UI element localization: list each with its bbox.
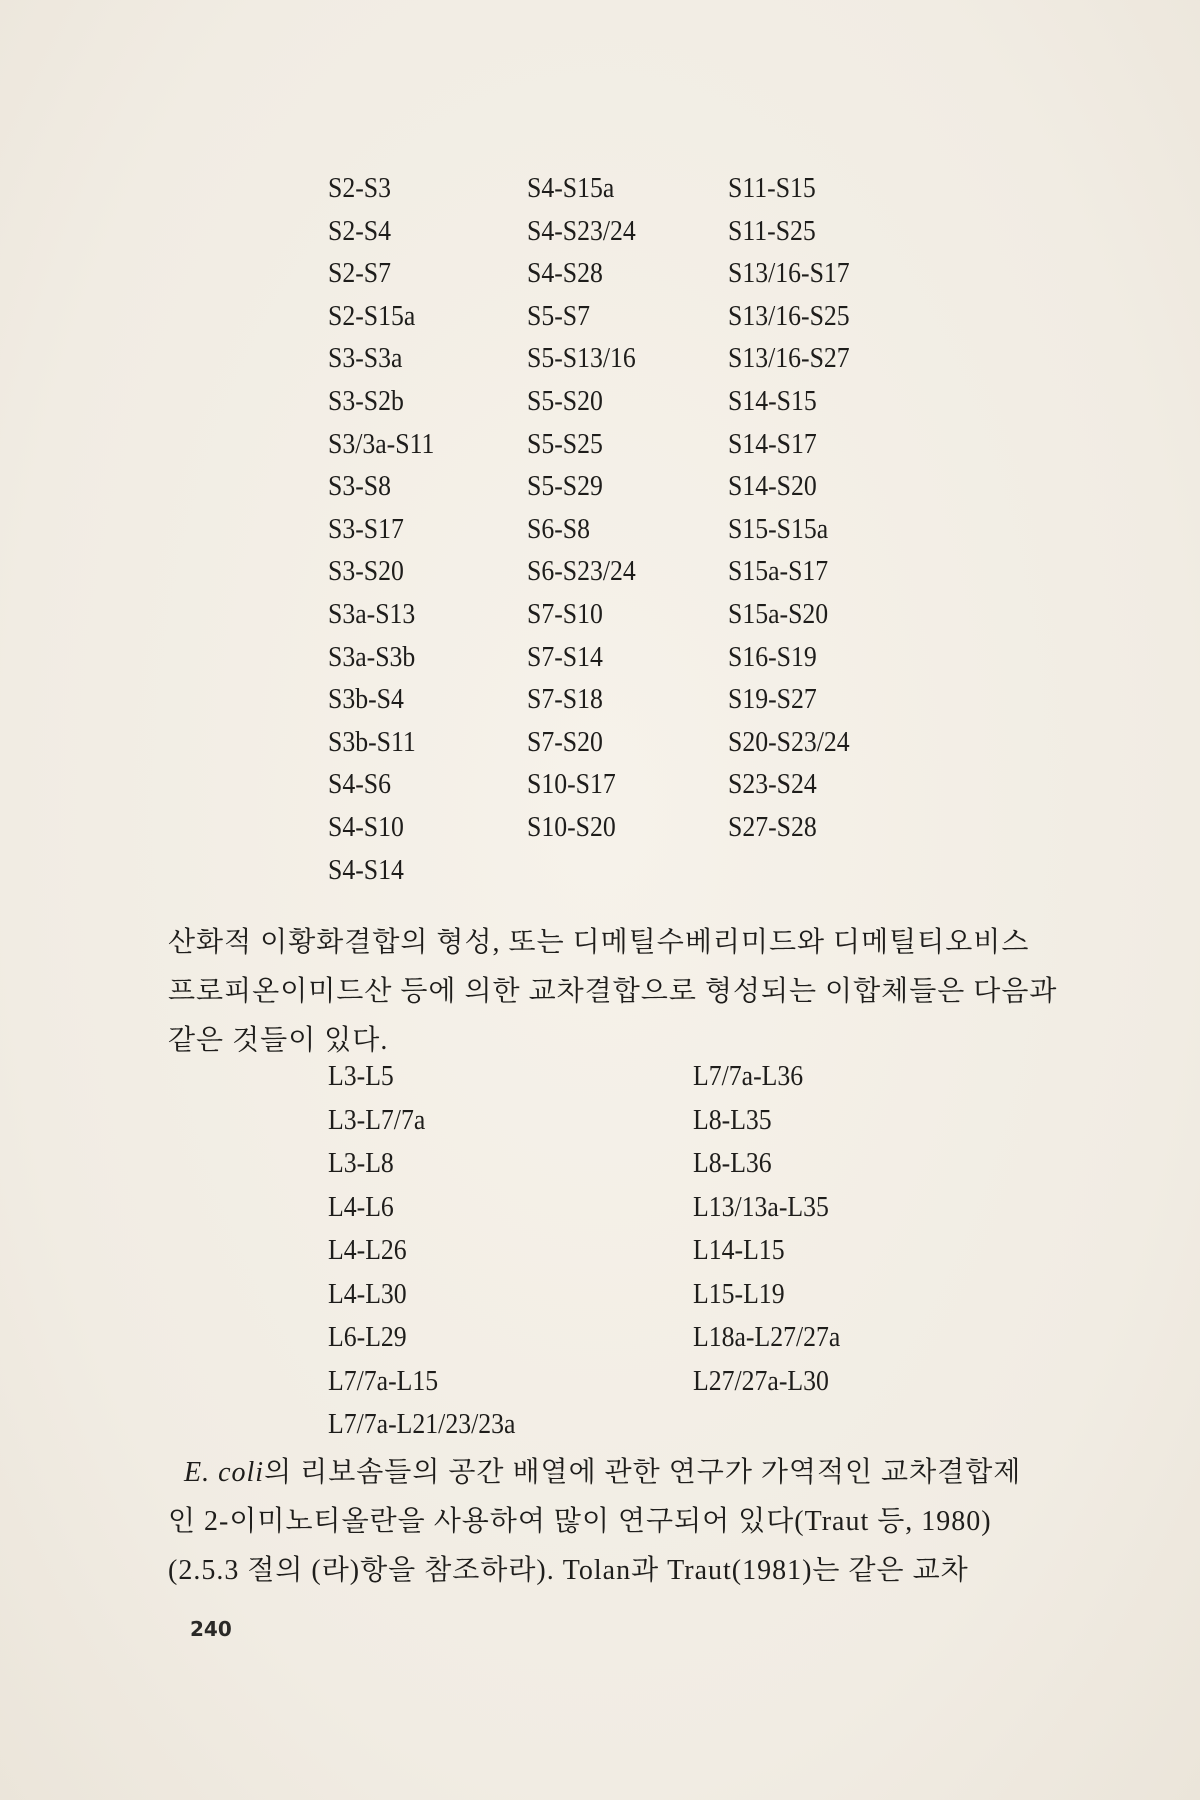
paragraph-line: 인 2-이미노티올란을 사용하여 많이 연구되어 있다(Traut 등, 1980) (168, 1506, 992, 1537)
l-pair-item: L8-L35 (693, 1104, 772, 1136)
s-pair-item: S2-S15a (328, 300, 416, 332)
s-pair-item: S14-S15 (728, 385, 817, 417)
s-pair-item: S7-S10 (527, 598, 603, 630)
s-pairs-column-3 (728, 168, 860, 850)
s-pair-item: S7-S18 (527, 684, 603, 716)
paragraph-text: 의 리보솜들의 공간 배열에 관한 연구가 가역적인 교차결합제 (264, 1457, 1022, 1488)
organism-name: E. coli (184, 1457, 265, 1488)
s-pair-item: S7-S14 (527, 641, 603, 673)
l-pair-item: L15-L19 (693, 1278, 785, 1310)
s-pair-item: S16-S19 (728, 641, 817, 673)
s-pair-item: S5-S20 (527, 385, 603, 417)
l-pair-item: L8-L36 (693, 1148, 772, 1179)
l-pair-item: L18a-L27/27a (693, 1322, 841, 1353)
s-pair-item: S2-S7 (328, 258, 391, 290)
l-pair-item: L3-L5 (328, 1061, 394, 1092)
s-pair-item: S4-S23/24 (527, 215, 636, 247)
s-pair-item: S19-S27 (728, 684, 817, 716)
s-pair-item: S3-S17 (328, 513, 404, 545)
s-pair-item: S2-S3 (328, 173, 391, 204)
s-pair-item: S3a-S3b (328, 641, 416, 673)
s-pair-item: S5-S25 (527, 428, 603, 460)
l-pair-item: L7/7a-L36 (693, 1061, 804, 1092)
s-pair-item: S4-S28 (527, 258, 603, 290)
s-pair-item: S3b-S4 (328, 684, 404, 716)
s-pair-item: S27-S28 (728, 811, 817, 843)
l-pair-item: L13/13a-L35 (693, 1191, 829, 1223)
s-pair-item: S15a-S20 (728, 598, 829, 630)
s-pair-item: S7-S20 (527, 726, 603, 758)
l-pair-item: L6-L29 (328, 1322, 407, 1353)
paragraph-line: 프로피온이미드산 등에 의한 교차결합으로 형성되는 이합체들은 다음과 (168, 976, 1058, 1007)
l-pair-item: L14-L15 (693, 1235, 785, 1266)
s-pair-item: S13/16-S27 (728, 343, 850, 375)
l-pair-item: L7/7a-L21/23/23a (328, 1409, 516, 1440)
paragraph-line: (2.5.3 절의 (라)항을 참조하라). Tolan과 Traut(1981)는 같은 교차 (168, 1555, 969, 1586)
s-pair-item: S4-S15a (527, 173, 615, 204)
s-pair-item: S11-S15 (728, 173, 816, 204)
s-pair-item: S13/16-S17 (728, 258, 850, 290)
s-pair-item: S3b-S11 (328, 726, 416, 758)
s-pair-item: S20-S23/24 (728, 726, 850, 758)
l-pair-item: L4-L30 (328, 1278, 407, 1310)
s-pair-item: S4-S14 (328, 854, 404, 886)
s-pair-item: S4-S6 (328, 769, 391, 801)
l-pairs-column-2 (693, 1055, 853, 1403)
l-pair-item: L3-L7/7a (328, 1104, 426, 1136)
paragraph-line: 산화적 이황화결합의 형성, 또는 디메틸수베리미드와 디메틸티오비스 (168, 927, 1030, 958)
s-pair-item: S3/3a-S11 (328, 428, 435, 460)
s-pair-item: S11-S25 (728, 215, 816, 247)
s-pair-item: S13/16-S25 (728, 300, 850, 332)
s-pair-item: S3-S2b (328, 385, 404, 417)
l-pair-item: L7/7a-L15 (328, 1365, 439, 1397)
s-pairs-column-1 (328, 168, 444, 892)
s-pair-item: S2-S4 (328, 215, 391, 247)
page-number: 240 (190, 1617, 232, 1641)
l-pair-item: L4-L6 (328, 1191, 394, 1223)
s-pair-item: S5-S29 (527, 471, 603, 503)
s-pair-item: S3-S8 (328, 471, 391, 503)
s-pair-item: S6-S8 (527, 513, 590, 545)
s-pair-item: S23-S24 (728, 769, 817, 801)
paragraph-line: 같은 것들이 있다. (168, 1025, 389, 1056)
s-pair-item: S3-S3a (328, 343, 403, 375)
s-pair-item: S15-S15a (728, 513, 829, 545)
s-pair-item: S10-S20 (527, 811, 616, 843)
ribosome-study-paragraph (168, 1448, 1048, 1595)
s-pair-item: S4-S10 (328, 811, 404, 843)
l-pair-item: L27/27a-L30 (693, 1365, 829, 1397)
s-pair-item: S5-S7 (527, 300, 590, 332)
l-pair-item: L4-L26 (328, 1235, 407, 1266)
s-pair-item: S10-S17 (527, 769, 616, 801)
s-pair-item: S3a-S13 (328, 598, 416, 630)
s-pair-item: S15a-S17 (728, 556, 829, 588)
s-pair-item: S6-S23/24 (527, 556, 636, 588)
s-pair-item: S3-S20 (328, 556, 404, 588)
l-pair-item: L3-L8 (328, 1148, 394, 1179)
crosslink-dimers-paragraph (168, 918, 1058, 1065)
s-pairs-column-2 (527, 168, 645, 850)
s-pair-item: S5-S13/16 (527, 343, 636, 375)
l-pairs-column-1 (328, 1055, 532, 1447)
s-pair-item: S14-S17 (728, 428, 817, 460)
s-pair-item: S14-S20 (728, 471, 817, 503)
paragraph-line (168, 1448, 1048, 1497)
